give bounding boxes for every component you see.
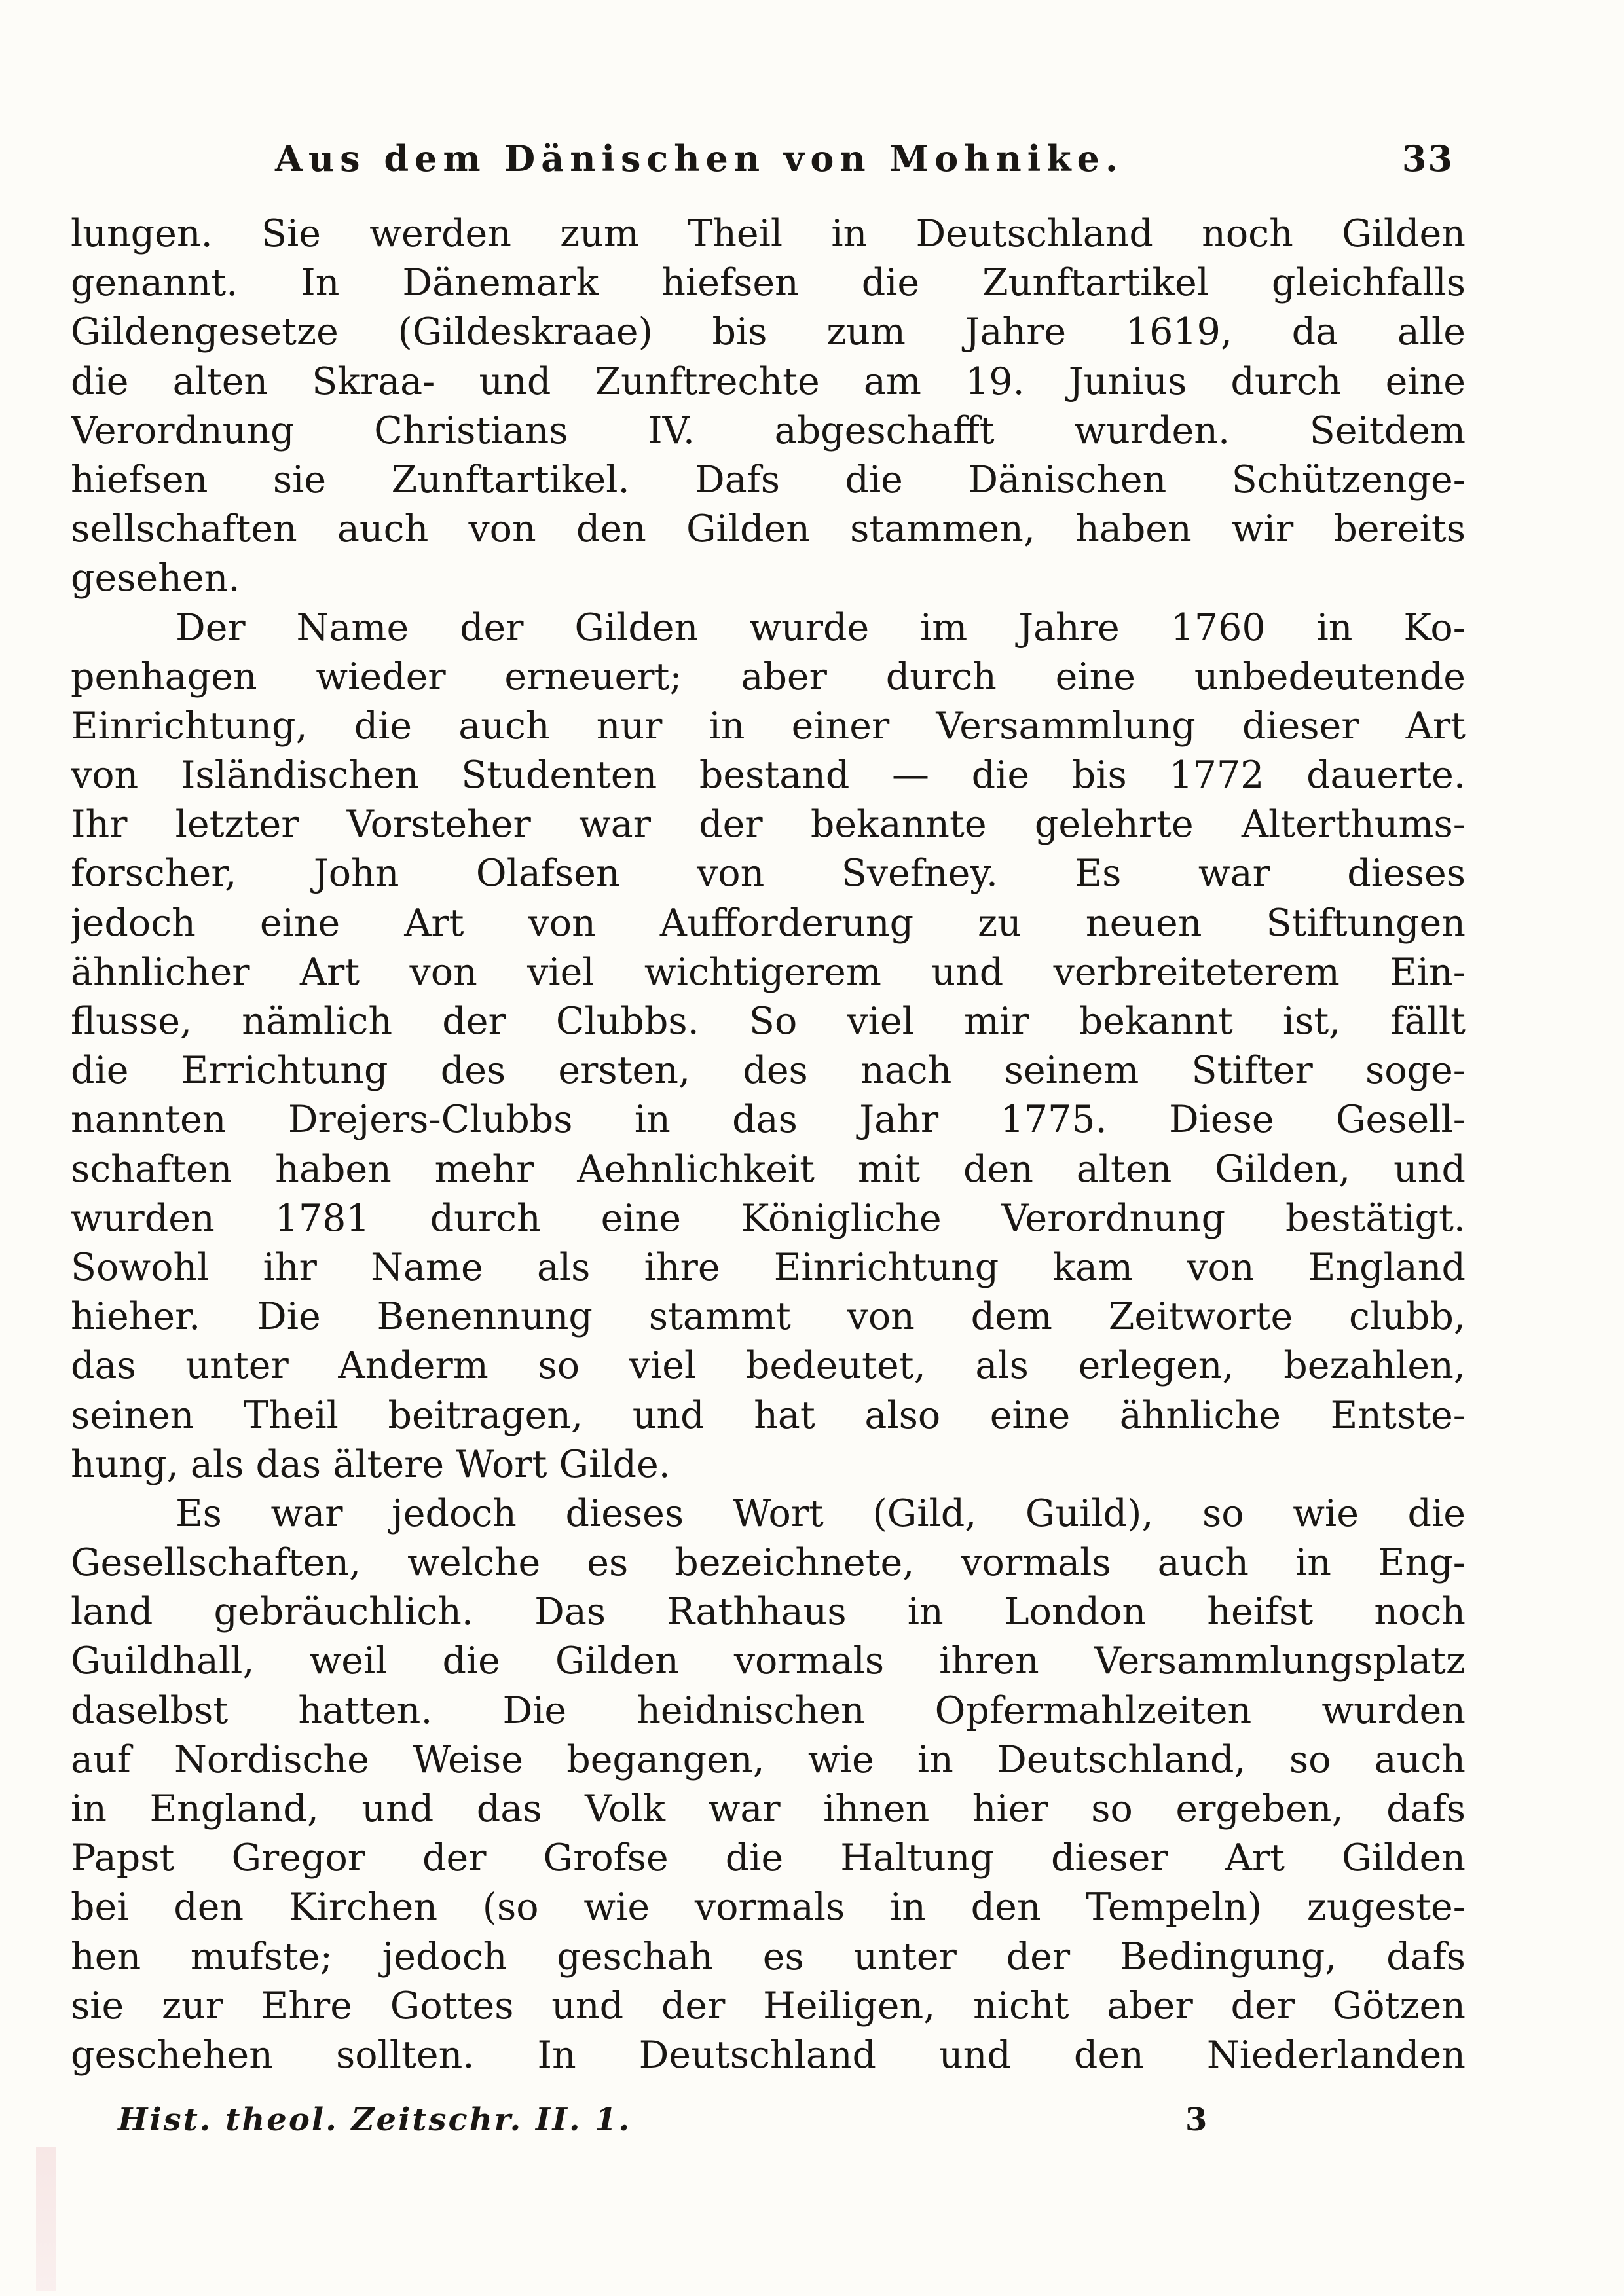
text-line: jedoch eine Art von Aufforderung zu neuen Stiftungen <box>71 901 1466 945</box>
text-line: hiefsen sie Zunftartikel. Dafs die Dänischen Schützenge- <box>71 458 1466 501</box>
text-line: Papst Gregor der Grofse die Haltung dieser Art Gilden <box>71 1836 1466 1880</box>
running-title: Aus dem Dänischen von Mohnike. <box>275 137 1124 179</box>
text-line: wurden 1781 durch eine Königliche Verordnung bestätigt. <box>71 1196 1466 1240</box>
text-line: land gebräuchlich. Das Rathhaus in London heifst noch <box>71 1590 1466 1634</box>
text-line: nannten Drejers-Clubbs in das Jahr 1775. Diese Gesell- <box>71 1098 1466 1142</box>
text-line: sie zur Ehre Gottes und der Heiligen, nicht aber der Götzen <box>71 1984 1466 2028</box>
text-line: hieher. Die Benennung stammt von dem Zeitworte clubb, <box>71 1295 1466 1339</box>
text-line: Verordnung Christians IV. abgeschafft wurden. Seitdem <box>71 409 1466 452</box>
text-line: Gesellschaften, welche es bezeichnete, vormals auch in Eng- <box>71 1541 1466 1585</box>
text-line: lungen. Sie werden zum Theil in Deutschland noch Gilden <box>71 212 1466 255</box>
running-header <box>275 137 1454 190</box>
text-line: seinen Theil beitragen, und hat also eine ähnliche Entste- <box>71 1393 1466 1437</box>
text-line: daselbst hatten. Die heidnischen Opfermahlzeiten wurden <box>71 1688 1466 1732</box>
text-line: genannt. In Dänemark hiefsen die Zunftartikel gleichfalls <box>71 261 1466 305</box>
text-line: Ihr letzter Vorsteher war der bekannte gelehrte Alterthums- <box>71 803 1466 847</box>
text-line: ähnlicher Art von viel wichtigerem und verbreiteterem Ein- <box>71 950 1466 994</box>
text-line: forscher, John Olafsen von Svefney. Es war dieses <box>71 852 1466 896</box>
text-line: hen mufste; jedoch geschah es unter der Bedingung, dafs <box>71 1935 1466 1978</box>
text-line: Es war jedoch dieses Wort (Gild, Guild), so wie die <box>175 1491 1466 1535</box>
text-line: auf Nordische Weise begangen, wie in Deutschland, so auch <box>71 1738 1466 1781</box>
text-line: in England, und das Volk war ihnen hier so ergeben, dafs <box>71 1787 1466 1831</box>
text-line: Sowohl ihr Name als ihre Einrichtung kam von England <box>71 1245 1466 1289</box>
text-line: flusse, nämlich der Clubbs. So viel mir bekannt ist, fällt <box>71 1000 1466 1043</box>
paper-edge-stain <box>36 2147 56 2291</box>
text-line: Einrichtung, die auch nur in einer Versammlung dieser Art <box>71 704 1466 748</box>
text-line: schaften haben mehr Aehnlichkeit mit den alten Gilden, und <box>71 1147 1466 1191</box>
text-line: das unter Anderm so viel bedeutet, als erlegen, bezahlen, <box>71 1344 1466 1388</box>
page-number: 33 <box>1401 137 1454 179</box>
text-line: Guildhall, weil die Gilden vormals ihren Versammlungsplatz <box>71 1639 1466 1683</box>
text-line: die Errichtung des ersten, des nach seinem Stifter soge- <box>71 1049 1466 1093</box>
text-line: gesehen. <box>71 556 240 600</box>
signature-mark: 3 <box>1185 2102 1208 2138</box>
body-text <box>71 210 1466 2080</box>
text-line: penhagen wieder erneuert; aber durch eine unbedeutende <box>71 655 1466 699</box>
text-line: Gildengesetze (Gildeskraae) bis zum Jahre 1619, da alle <box>71 310 1466 354</box>
text-line: sellschaften auch von den Gilden stammen, haben wir bereits <box>71 507 1466 551</box>
journal-reference: Hist. theol. Zeitschr. II. 1. <box>118 2102 632 2138</box>
text-line: hung, als das ältere Wort Gilde. <box>71 1442 671 1486</box>
text-line: geschehen sollten. In Deutschland und den Niederlanden <box>71 2033 1466 2077</box>
text-line: bei den Kirchen (so wie vormals in den Tempeln) zugeste- <box>71 1886 1466 1929</box>
text-line: Der Name der Gilden wurde im Jahre 1760 in Ko- <box>175 606 1466 649</box>
text-line: die alten Skraa- und Zunftrechte am 19. Junius durch eine <box>71 359 1466 403</box>
page-footer <box>118 2102 1231 2147</box>
text-line: von Isländischen Studenten bestand — die bis 1772 dauerte. <box>71 754 1466 797</box>
